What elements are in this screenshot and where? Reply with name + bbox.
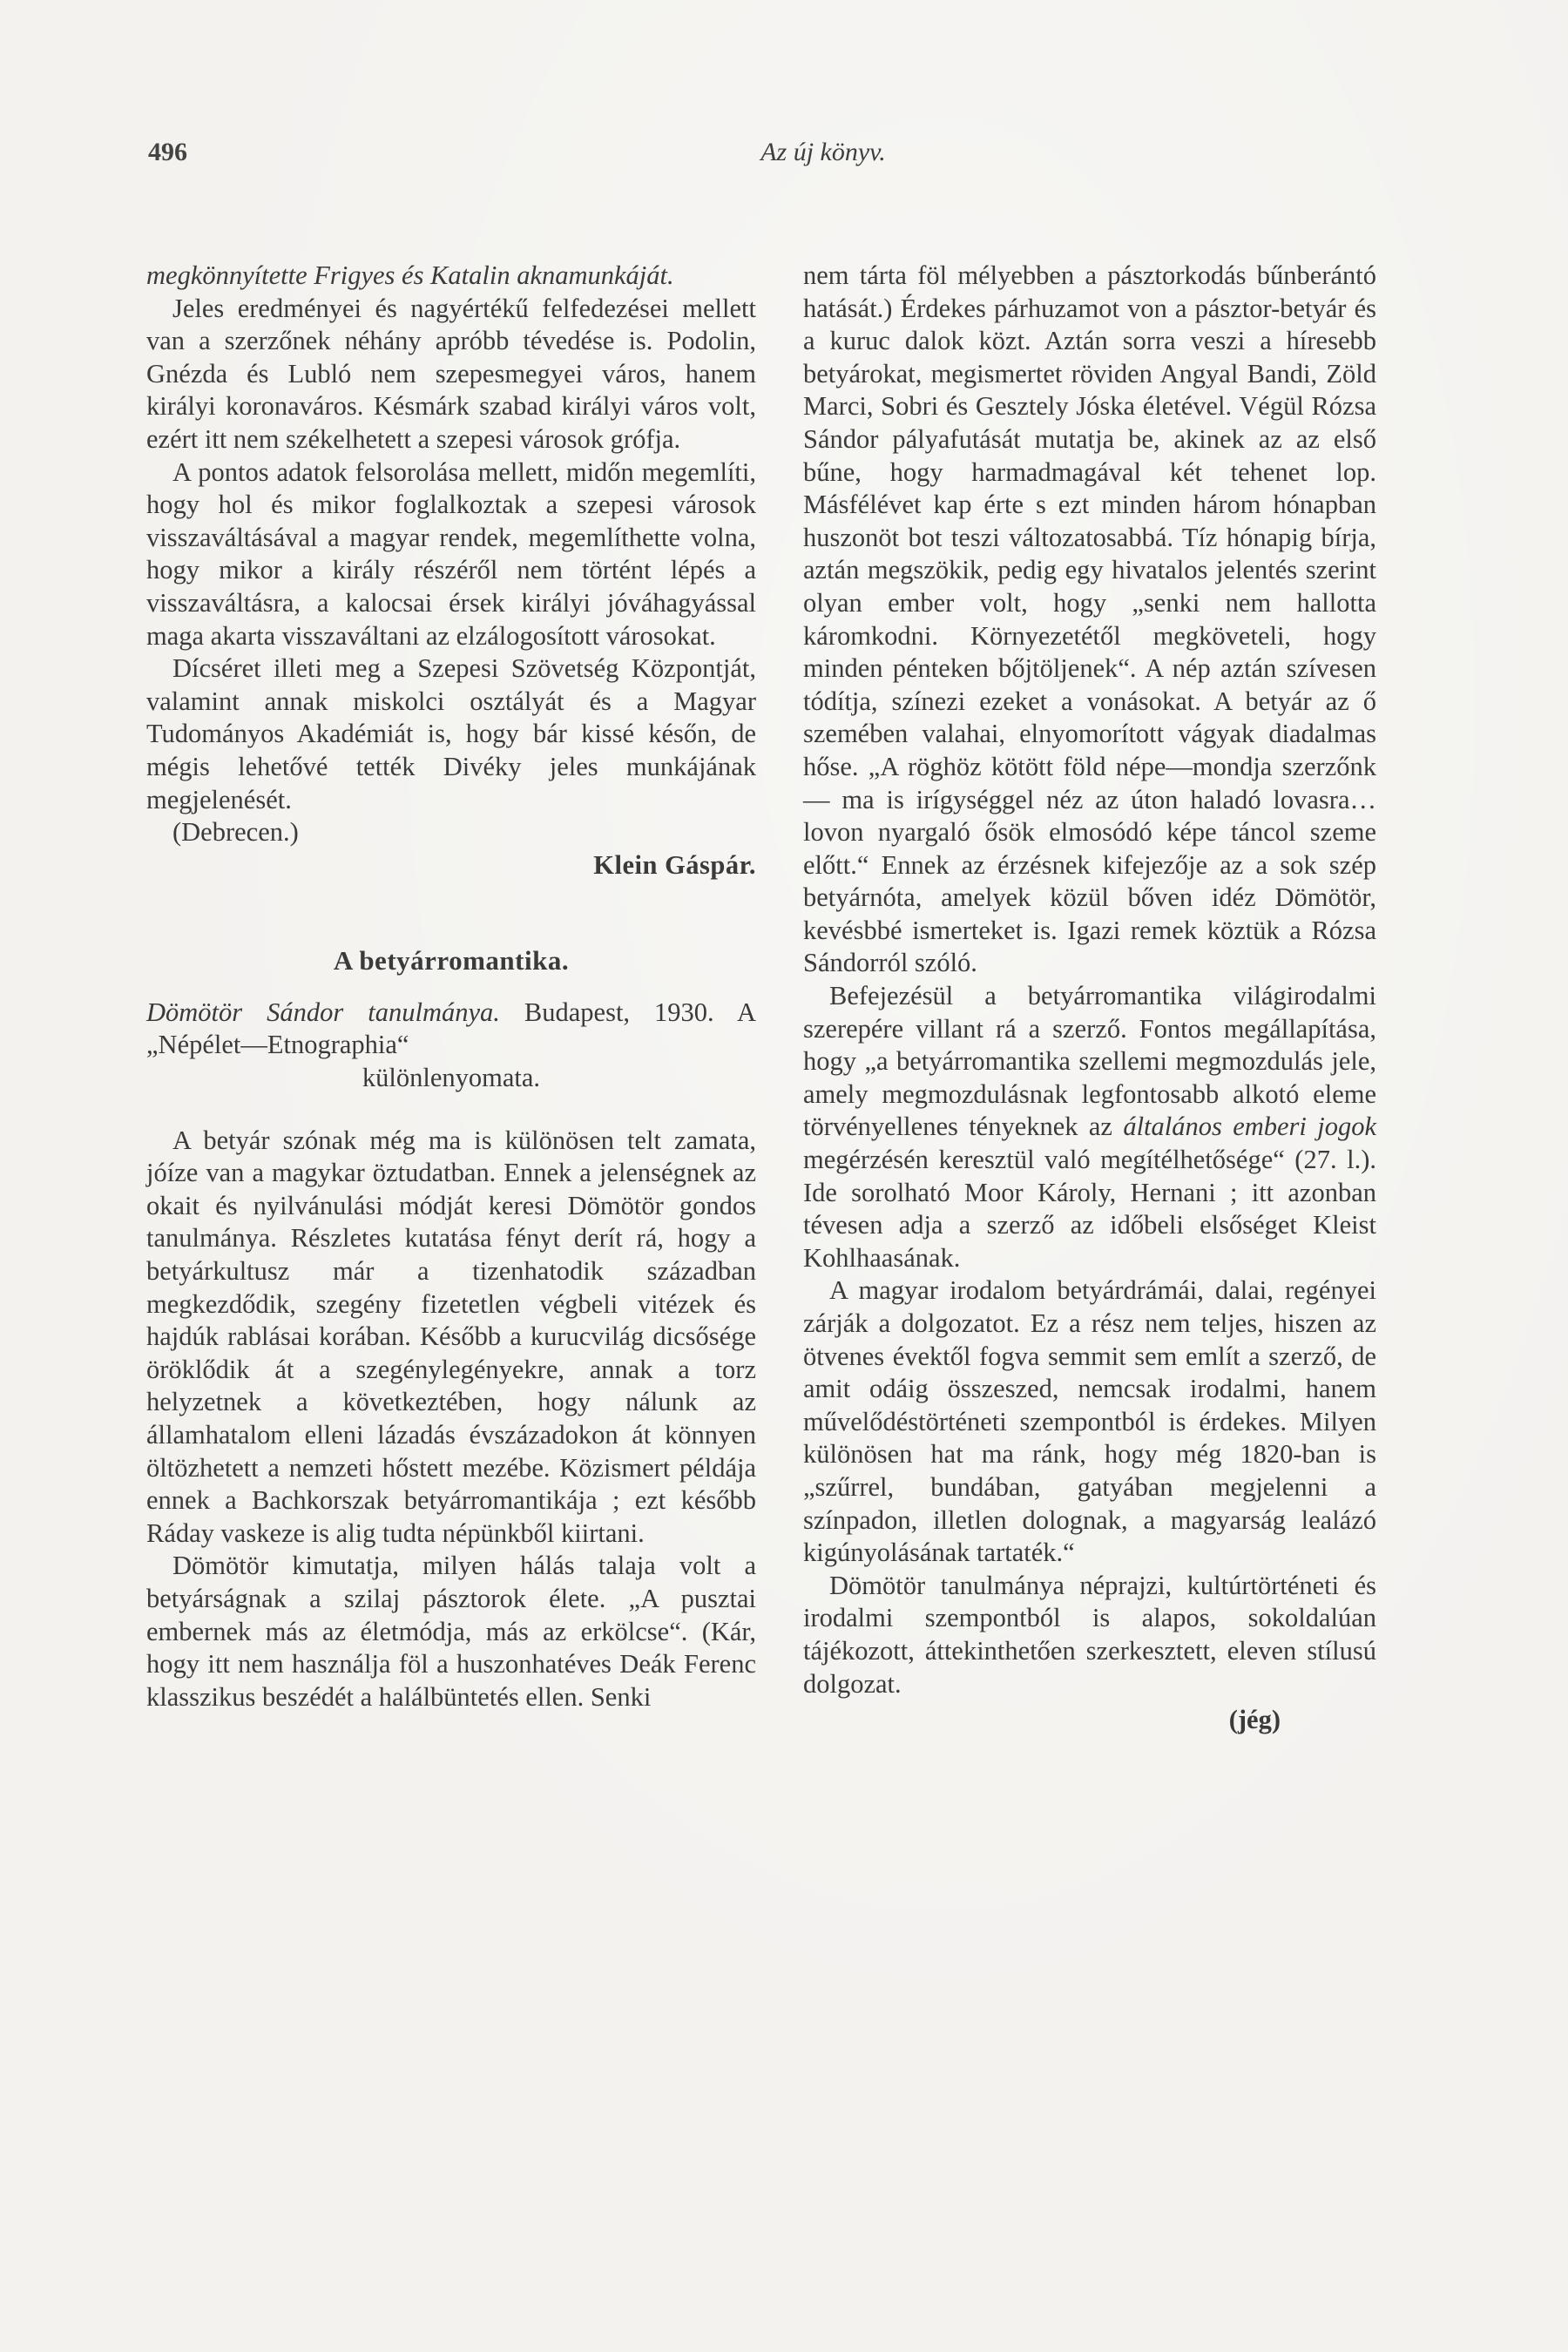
paragraph-text: megérzésén keresztül való megítélhetősége“ (27. l.). Ide sorolható Moor Károly, Hernani ; itt azonban tévesen adja a szerző az időbeli elsőséget Kleist Kohlhaasának. <box>803 1145 1376 1273</box>
reviewer-signature: (jég) <box>1228 1705 1281 1735</box>
paragraph: Dícséret illeti meg a Szepesi Szövetség Központját, valamint annak miskolci osztályát és a Magyar Tudományos Akadémiát is, hogy bár kissé későn, de mégis lehetővé tették Divéky jeles munkájának megjelenését. <box>146 653 756 814</box>
continuation-text: megkönnyítette Frigyes és Katalin aknamunkáját. <box>146 260 674 290</box>
running-head <box>148 138 1376 172</box>
bibliography-author-title: Dömötör Sándor tanulmánya. <box>146 997 500 1027</box>
author-signature: Klein Gáspár. <box>593 849 756 880</box>
paragraph: A betyár szónak még ma is különösen telt zamata, jóíze van a magykar öztudatban. Ennek a jelenségnek az okait és nyilvánulási módját keresi Dömötör gondos tanulmánya. Részletes kutatása fényt derít rá, hogy a betyárkultusz már a tizenhatodik században megkezdődik, szegény fizetetlen végbeli vitézek és hajdúk rablásai korában. Később a kurucvilág dicsősége öröklődik át a szegénylegényekre, annak a torz helyzetnek a következtében, hogy nálunk az államhatalom elleni lázadás évszázadokon át könnyen öltözhetett a nemzeti hőstett mezébe. Közismert példája ennek a Bachkorszak betyárromantikája ; ezt később Ráday vaskeze is alig tudta népünkből kiirtani. <box>146 1125 756 1548</box>
bibliography-line <box>146 997 756 1062</box>
right-column <box>803 260 1376 1737</box>
paragraph: nem tárta föl mélyebben a pásztorkodás bűnberántó hatását.) Érdekes párhuzamot von a pásztor-betyár és a kuruc dalok közt. Aztán sorra veszi a híresebb betyárokat, megismertet röviden Angyal Bandi, Zöld Marci, Sobri és Gesztely Jóska életével. Végül Rózsa Sándor pályafutását mutatja be, akinek az az első bűne, hogy harmadmagával két tehenet lop. Másfélévet kap érte s ezt minden három hónapban huszonöt bot teszi változatosabbá. Tíz hónapig bírja, aztán megszökik, pedig egy hivatalos jelentés szerint olyan ember volt, hogy „senki nem hallotta káromkodni. Környezetétől megköveteli, hogy minden pénteken bőjtöljenek“. A nép aztán szívesen tódítja, színezi ezeket a vonásokat. A betyár az ő szemében valahai, elnyomorított vágyak diadalmas hőse. „A röghöz kötött föld népe—mondja szerzőnk — ma is irígységgel néz az úton haladó lovasra… lovon nyargaló ősök elmosódó képe táncol szeme előtt.“ Ennek az érzésnek kifejezője az a sok szép betyárnóta, amelyek közül bőven idéz Dömötör, kevésbbé ismerteket is. Igazi remek köztük a Rózsa Sándorról szóló. <box>803 260 1376 978</box>
paragraph <box>803 980 1376 1274</box>
left-column <box>146 260 756 1713</box>
paragraph-text: Befejezésül a betyárromantika világirodalmi szerepére villant rá a szerző. Fontos megállapítása, hogy „a betyárromantika szellemi megmozdulás jele, amely megmozdulásnak legfontosabb alkotó eleme törvényellenes tényeknek az <box>803 981 1376 1142</box>
paragraph: Dömötör tanulmánya néprajzi, kultúrtörténeti és irodalmi szempontból is alapos, sokoldalúan tájékozott, áttekinthetően szerkesztett, eleven stílusú dolgozat. <box>803 1570 1376 1699</box>
emphasis-text: általános emberi jogok <box>1123 1112 1377 1142</box>
paragraph: Dömötör kimutatja, milyen hálás talaja volt a betyárságnak a szilaj pásztorok élete. „A pusztai embernek más az életmódja, más az erkölcse“. (Kár, hogy itt nem használja föl a huszonhatéves Deák Ferenc klasszikus beszédét a halálbüntetés ellen. Senki <box>146 1551 756 1712</box>
paragraph: A pontos adatok felsorolása mellett, midőn megemlíti, hogy hol és mikor foglalkoztak a szepesi városok visszaváltásával a magyar rendek, megemlíthette volna, hogy mikor a király részéről nem történt lépés a visszaváltásra, a kalocsai érsek királyi jóváhagyással maga akarta visszaváltani az elzálogosított városokat. <box>146 456 756 651</box>
bibliography-note: különlenyomata. <box>362 1063 541 1093</box>
review-title: A betyárromantika. <box>333 945 570 977</box>
bibliography-publication: Budapest, 1930. A „Népélet—Etnographia“ <box>146 997 757 1060</box>
journal-title: Az új könyv. <box>760 138 886 166</box>
place-note: (Debrecen.) <box>172 817 299 848</box>
paragraph: Jeles eredményei és nagyértékű felfedezései mellett van a szerzőnek néhány apróbb tévedése is. Podolin, Gnézda és Lubló nem szepesmegyei város, hanem királyi koronaváros. Késmárk szabad királyi város volt, ezért itt nem székelhetett a szepesi városok grófja. <box>146 293 756 454</box>
page-number: 496 <box>148 138 187 166</box>
paragraph: A magyar irodalom betyárdrámái, dalai, regényei zárják a dolgozatot. Ez a rész nem teljes, hiszen az ötvenes évektől fogva semmit sem említ a szerző, de amit odáig összeszed, nemcsak irodalmi, hanem művelődéstörténeti szempontból is érdekes. Milyen különösen hat ma ránk, hogy még 1820-ban is „szűrrel, bundában, gatyában megjelenni a színpadon, illetlen dolognak, a magyarság lealázó kigúnyolásának tartaték.“ <box>803 1275 1376 1568</box>
